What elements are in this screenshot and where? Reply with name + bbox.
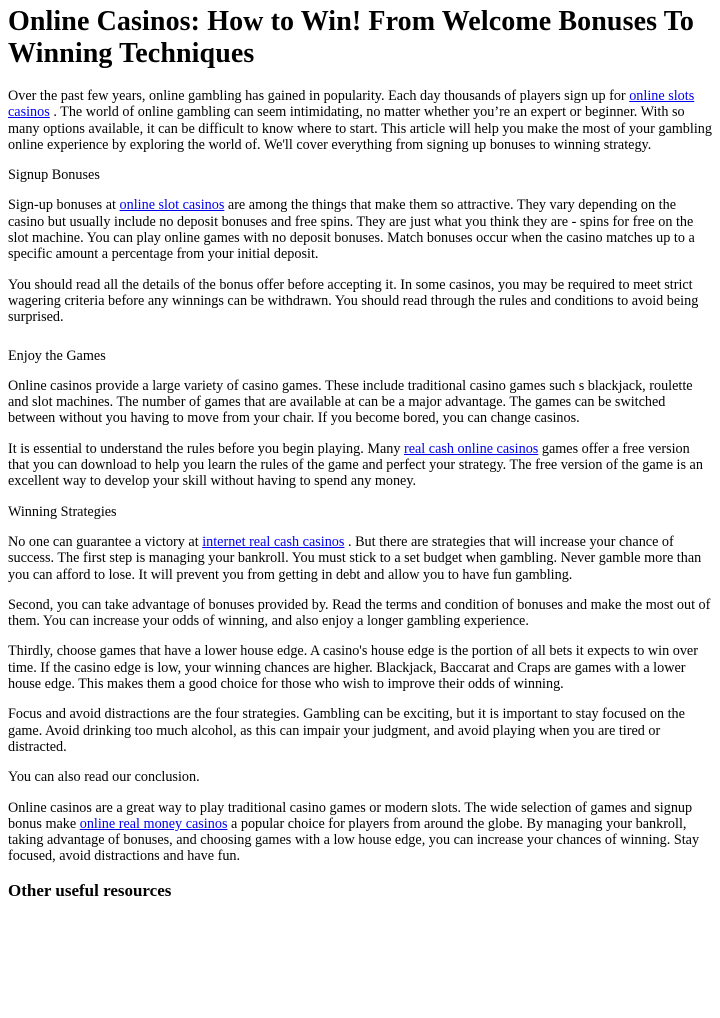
internet-real-cash-casinos-link[interactable]: internet real cash casinos [202,533,345,550]
games-paragraph-2 [8,441,712,490]
signup-paragraph-1 [8,197,712,262]
conclusion-paragraph [8,800,712,865]
signup-paragraph-2: You should read all the details of the bonus offer before accepting it. In some casinos, you may be required to meet strict wagering criteria before any winnings can be withdrawn. You should read through the rules and conditions to avoid being surprised. [8,276,699,326]
strategies-paragraph-4: Focus and avoid distractions are the four strategies. Gambling can be exciting, but it is important to stay focused on the game. Avoid drinking too much alcohol, as this can impair your judgment, and avoid playing when you are tired or distracted. [8,706,685,755]
conclusion-lead: You can also read our conclusion. [8,769,200,786]
intro-text-before: Over the past few years, online gambling has gained in popularity. Each day thousands of players sign up for [8,88,630,104]
strategies-text-before: No one can guarantee a victory at [8,533,203,550]
online-slot-casinos-link[interactable]: online slot casinos [119,197,225,214]
strategies-paragraph-3: Thirdly, choose games that have a lower house edge. A casino's house edge is the portion of all bets it expects to win over time. If the casino edge is low, your winning chances are higher. Blackjack, Baccarat and Craps are games with a lower house edge. This makes them a good choice for those who wish to improve their odds of winning. [8,643,698,693]
signup-text-after: are among the things that make them so attractive. They vary depending on the casino but usually include no deposit bonuses and free spins. They are just what you think they are - spins for free on the slot machine. You can play online games with no deposit bonuses. Match bonuses occur when the casino matches up to a specific amount a percentage from your initial deposit. [8,197,695,263]
signup-text-before: Sign-up bonuses at [8,197,120,214]
intro-text-after: . The world of online gambling can seem intimidating, no matter whether you’re an expert or beginner. With so many options available, it can be difficult to know where to start. This article will help you make the most of your gambling online experience by exploring the world of. We'll cover everything from signing up bonuses to winning strategy. [8,104,712,153]
resources-heading: Other useful resources [8,880,172,900]
games-text-before: It is essential to understand the rules before you begin playing. Many [8,440,404,457]
conclusion-text-before: Online casinos are a great way to play traditional casino games or modern slots. The wide selection of games and signup bonus make [8,799,693,832]
games-text-after: games offer a free version that you can download to help you learn the rules of the game and perfect your strategy. The free version of the game is an excellent way to develop your skill without having to spend any money. [8,440,703,490]
real-cash-online-casinos-link[interactable]: real cash online casinos [403,440,539,457]
strategies-heading: Winning Strategies [8,503,117,520]
page-title: Online Casinos: How to Win! From Welcome Bonuses To Winning Techniques [8,6,695,69]
online-real-money-casinos-link[interactable]: online real money casinos [79,815,228,832]
online-slots-casinos-link[interactable]: online slots casinos [8,88,695,121]
strategies-text-after: . But there are strategies that will increase your chance of success. The first step is managing your bankroll. You must stick to a set budget when gambling. Never gamble more than you can afford to lose. It will prevent you from getting in debt and allow you to have fun gambling. [8,533,702,583]
conclusion-text-after: a popular choice for players from around the globe. By managing your bankroll, taking advantage of bonuses, and choosing games with a low house edge, you can increase your chances of winning. Stay focused, avoid distractions and have fun. [8,815,700,865]
strategies-paragraph-2: Second, you can take advantage of bonuses provided by. Read the terms and condition of bonuses and make the most out of them. You can increase your odds of winning, and also enjoy a longer gambling experience. [8,596,711,630]
games-heading: Enjoy the Games [8,347,106,364]
games-paragraph-1: Online casinos provide a large variety of casino games. These include traditional casino games such s blackjack, roulette and slot machines. The number of games that are available at can be a major advantage. The games can be switched between without you having to move from your chair. If you become bored, you can change casinos. [8,377,693,427]
intro-paragraph [8,88,712,153]
signup-heading: Signup Bonuses [8,167,100,184]
strategies-paragraph-1 [8,534,712,583]
